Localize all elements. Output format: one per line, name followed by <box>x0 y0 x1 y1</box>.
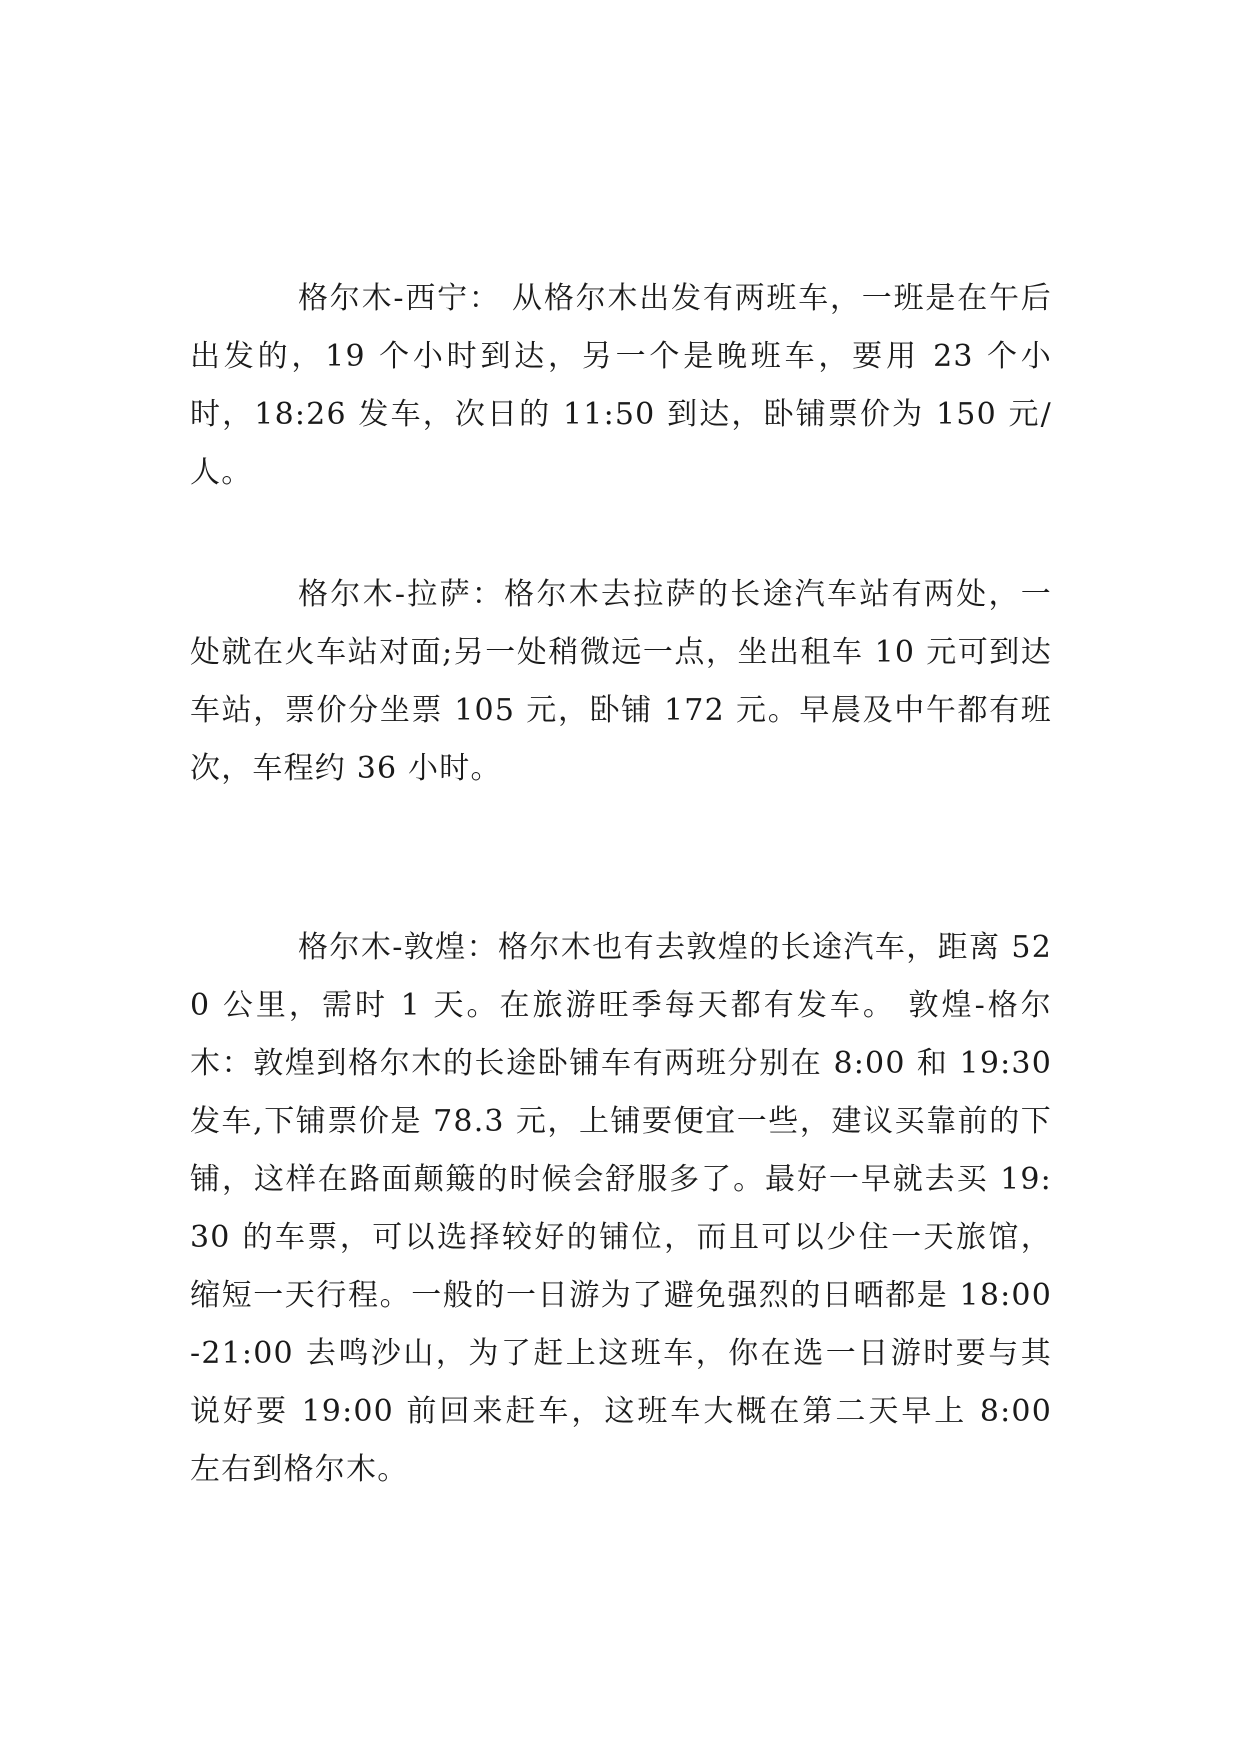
paragraph-golmud-xining: 格尔木-西宁： 从格尔木出发有两班车，一班是在午后出发的，19 个小时到达，另一个是晚班车，要用 23 个小时，18:26 发车，次日的 11:50 到达，卧铺票价为 150 元/人。 <box>190 281 1052 490</box>
paragraph-golmud-lhasa: 格尔木-拉萨：格尔木去拉萨的长途汽车站有两处，一处就在火车站对面;另一处稍微远一点，坐出租车 10 元可到达车站，票价分坐票 105 元，卧铺 172 元。早晨及中午都有班次，车程约 36 小时。 <box>190 577 1052 786</box>
paragraph-golmud-dunhuang: 格尔木-敦煌：格尔木也有去敦煌的长途汽车，距离 520 公里，需时 1 天。在旅游旺季每天都有发车。 敦煌-格尔木：敦煌到格尔木的长途卧铺车有两班分别在 8:00 和 19:30 发车,下铺票价是 78.3 元，上铺要便宜一些，建议买靠前的下铺，这样在路面颠簸的时候会舒服多了。最好一早就去买 19:30 的车票，可以选择较好的铺位，而且可以少住一天旅馆，缩短一天行程。一般的一日游为了避免强烈的日晒都是 18:00-21:00 去鸣沙山，为了赶上这班车，你在选一日游时要与其说好要 19:00 前回来赶车，这班车大概在第二天早上 8:00 左右到格尔木。 <box>190 930 1052 1487</box>
